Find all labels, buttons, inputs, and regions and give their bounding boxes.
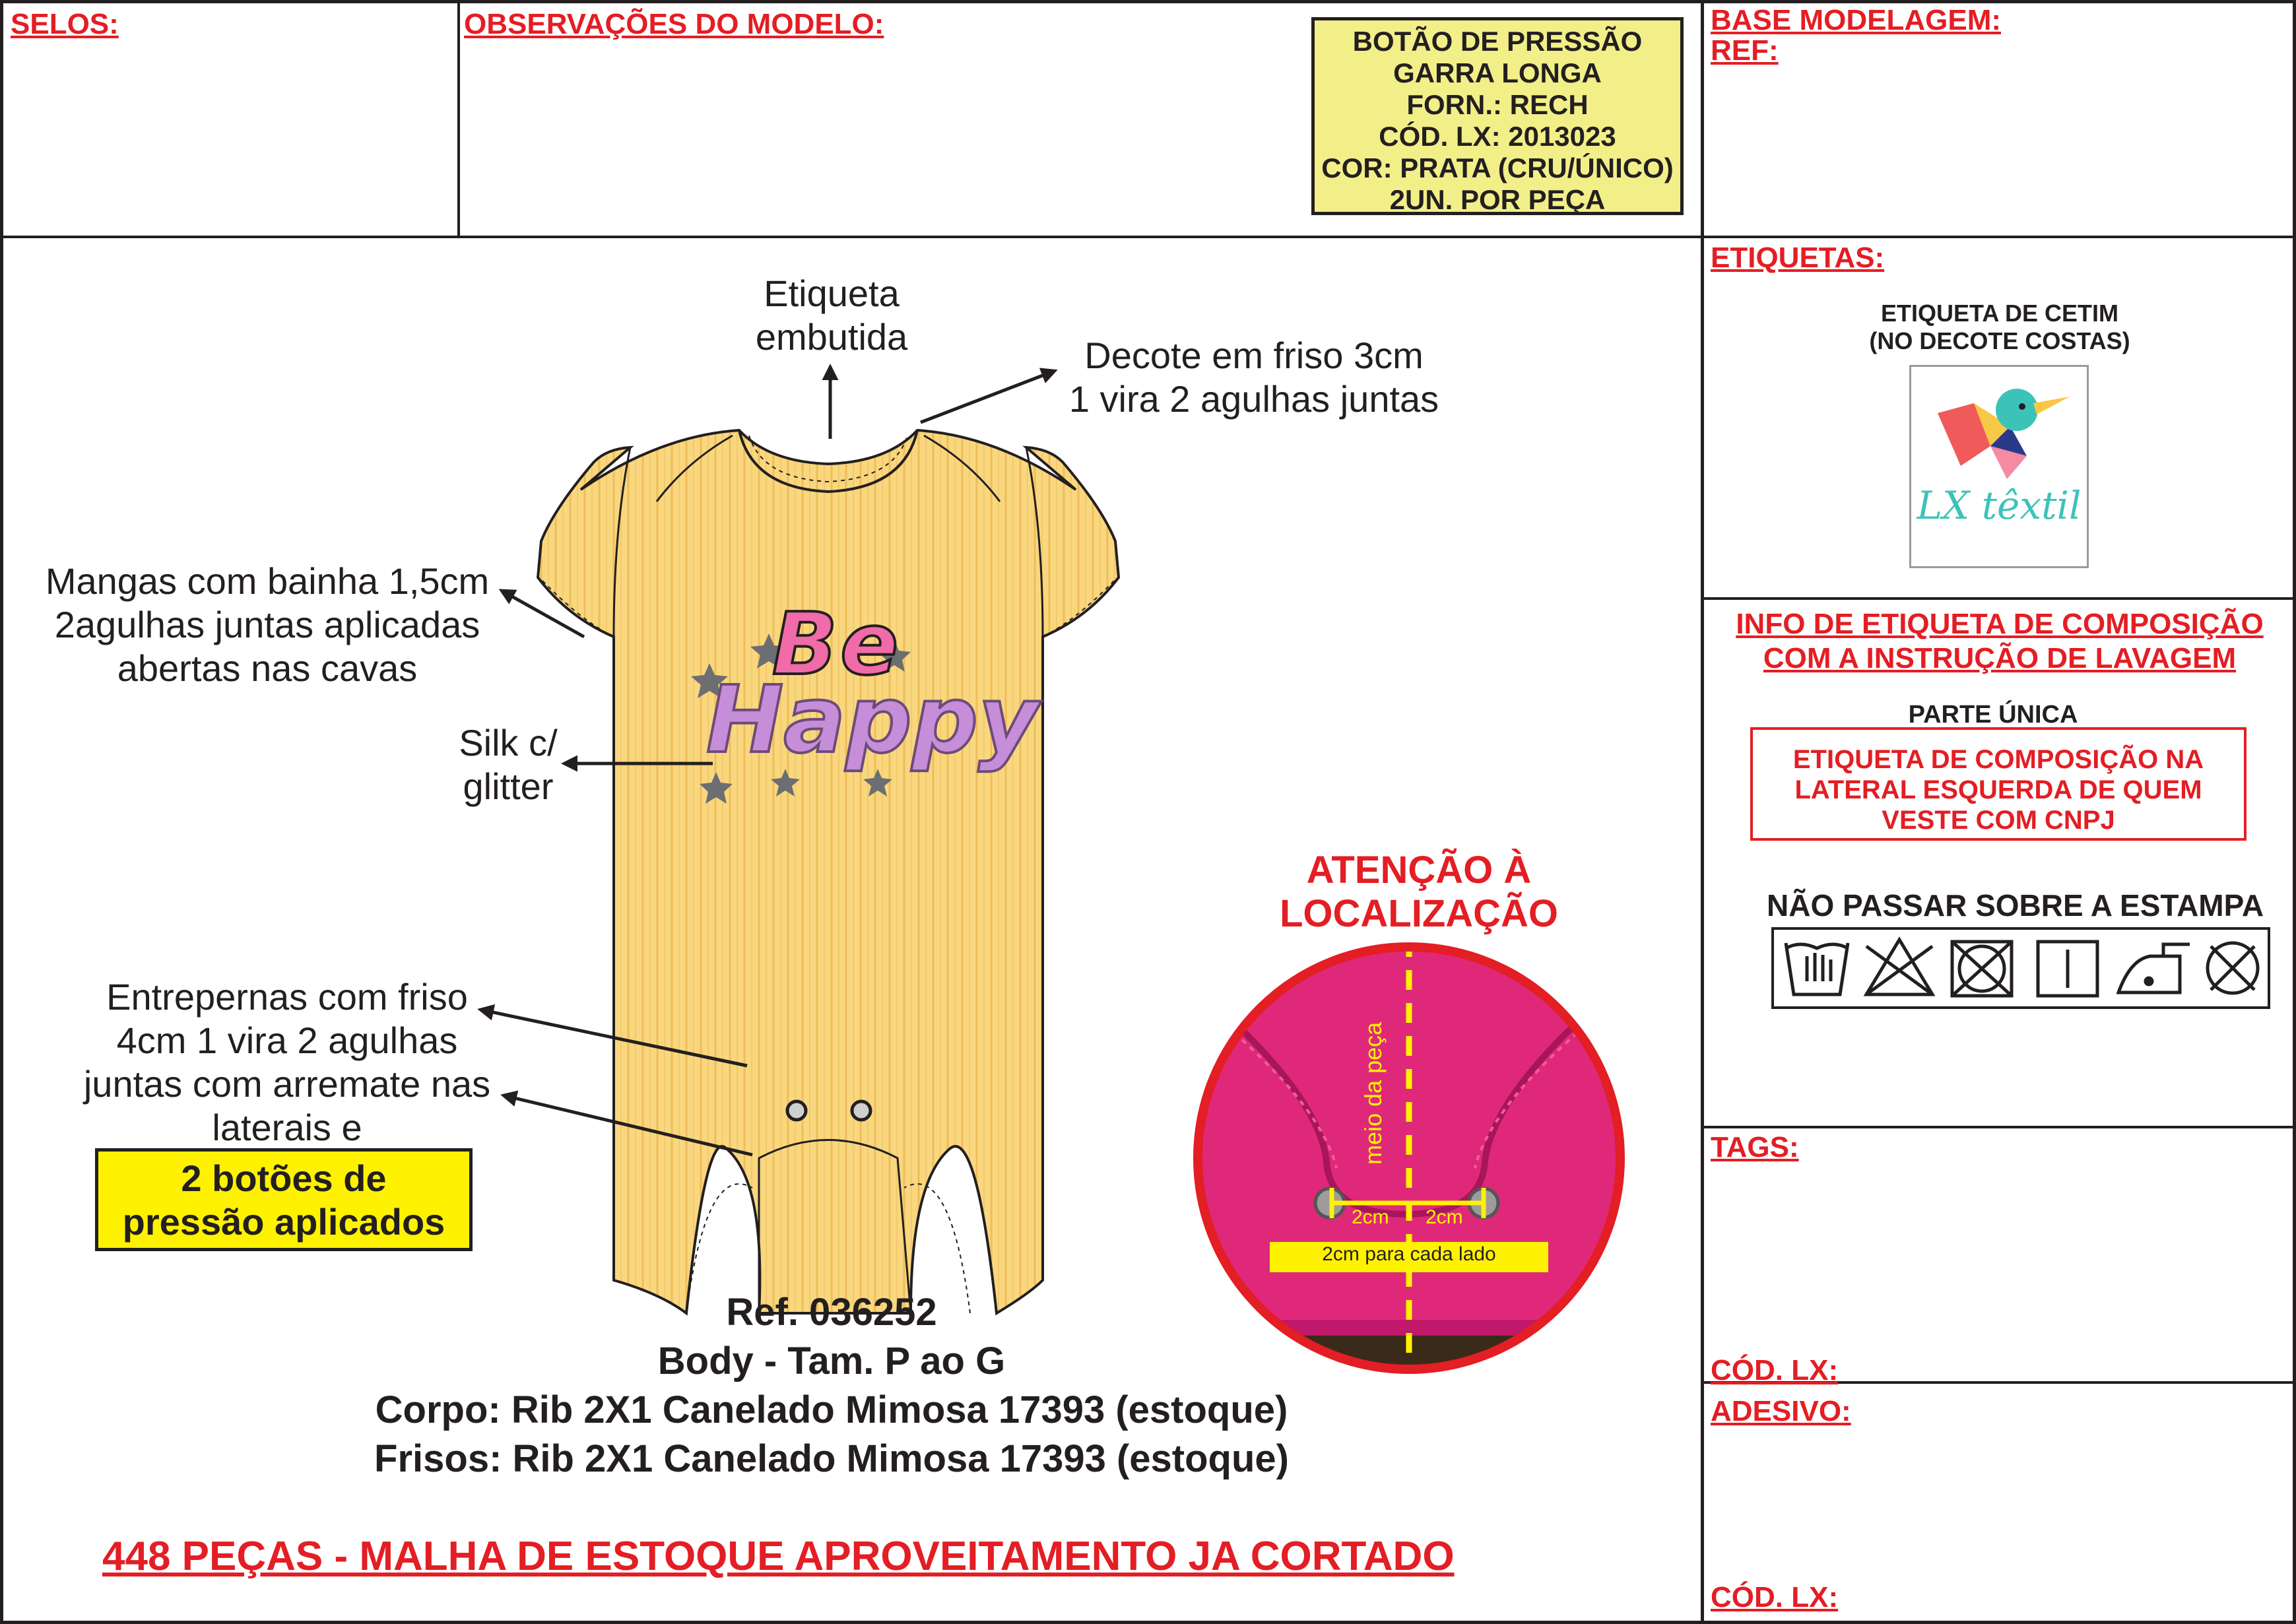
ref-number: Ref. 036252 bbox=[726, 1291, 937, 1334]
ref-label: REF: bbox=[1711, 34, 1779, 67]
arrow-decote bbox=[921, 371, 1055, 422]
button-spec-line: GARRA LONGA bbox=[1393, 57, 1602, 88]
reference-block bbox=[251, 1288, 1412, 1483]
cod-lx-label-1: CÓD. LX: bbox=[1711, 1354, 1839, 1386]
callout-mangas: Mangas com bainha 1,5cm 2agulhas juntas aplicadas abertas nas cavas bbox=[45, 560, 490, 689]
callout-decote: Decote em friso 3cm 1 vira 2 agulhas juntas bbox=[1068, 335, 1439, 420]
logo-box bbox=[1909, 365, 2089, 568]
callout-entrepernas: Entrepernas com friso 4cm 1 vira 2 agulhas juntas com arremate nas laterais e bbox=[83, 976, 491, 1148]
center-label: meio da peça bbox=[1360, 1022, 1387, 1165]
hummingbird-icon bbox=[1911, 367, 2091, 499]
ref-frisos: Frisos: Rib 2X1 Canelado Mimosa 17393 (estoque) bbox=[374, 1437, 1289, 1480]
button-spec-line: CÓD. LX: 2013023 bbox=[1379, 121, 1616, 152]
care-symbols bbox=[1771, 927, 2270, 1009]
selos-label: SELOS: bbox=[11, 8, 119, 40]
logo-text: LX têxtil bbox=[1917, 483, 2082, 528]
iron-low-icon bbox=[2118, 944, 2190, 992]
do-not-tumble-dry-icon bbox=[1952, 942, 2012, 996]
sidebar-divider bbox=[1701, 0, 1704, 1624]
hand-wash-icon bbox=[1786, 943, 1848, 994]
do-not-dry-clean-icon bbox=[2208, 943, 2258, 993]
button-spec-line: FORN.: RECH bbox=[1406, 89, 1589, 120]
nao-passar-label: NÃO PASSAR SOBRE A ESTAMPA bbox=[1767, 888, 2264, 923]
do-not-bleach-icon bbox=[1866, 940, 1932, 994]
print-be: Be bbox=[772, 594, 902, 694]
observacoes-label: OBSERVAÇÕES DO MODELO: bbox=[464, 8, 884, 40]
cetim-label: ETIQUETA DE CETIM (NO DECOTE COSTAS) bbox=[1869, 300, 2130, 354]
adesivo-label: ADESIVO: bbox=[1711, 1395, 1851, 1427]
attention-title: ATENÇÃO À LOCALIZAÇÃO bbox=[1279, 849, 1559, 935]
sidebar-row-1 bbox=[1703, 597, 2296, 600]
callout-etiqueta: Etiqueta embutida bbox=[755, 273, 908, 358]
button-spec-line: 2UN. POR PEÇA bbox=[1389, 184, 1606, 215]
callout-botoes-box: 2 botões de pressão aplicados bbox=[95, 1148, 473, 1251]
detail-caption: 2cm para cada lado bbox=[1322, 1243, 1496, 1265]
tags-label: TAGS: bbox=[1711, 1131, 1799, 1163]
sidebar-row-2 bbox=[1703, 1126, 2296, 1128]
frame-right bbox=[2293, 0, 2296, 1624]
footer-note: 448 PEÇAS - MALHA DE ESTOQUE APROVEITAMENTO JA CORTADO bbox=[102, 1534, 1455, 1579]
print-happy: Happy bbox=[706, 666, 1039, 774]
left-measure: 2cm bbox=[1352, 1206, 1389, 1228]
parte-unica: PARTE ÚNICA bbox=[1908, 701, 2078, 729]
right-measure: 2cm bbox=[1426, 1206, 1463, 1228]
info-title: INFO DE ETIQUETA DE COMPOSIÇÃO COM A INSTRUÇÃO DE LAVAGEM bbox=[1736, 608, 2264, 674]
callout-silk: Silk c/ glitter bbox=[459, 722, 558, 807]
etiquetas-label: ETIQUETAS: bbox=[1711, 242, 1885, 274]
arrow-entrepernas-2 bbox=[504, 1095, 752, 1155]
button-spec-line: BOTÃO DE PRESSÃO bbox=[1352, 26, 1643, 57]
cod-lx-label-2: CÓD. LX: bbox=[1711, 1581, 1839, 1613]
dry-flat-icon bbox=[2038, 942, 2097, 996]
ref-product: Body - Tam. P ao G bbox=[657, 1340, 1006, 1382]
composicao-box: ETIQUETA DE COMPOSIÇÃO NA LATERAL ESQUERDA DE QUEM VESTE COM CNPJ bbox=[1750, 727, 2247, 841]
ref-corpo: Corpo: Rib 2X1 Canelado Mimosa 17393 (estoque) bbox=[375, 1388, 1288, 1431]
base-modelagem-label: BASE MODELAGEM: bbox=[1711, 4, 2001, 36]
button-spec-line: COR: PRATA (CRU/ÚNICO) bbox=[1321, 152, 1674, 183]
